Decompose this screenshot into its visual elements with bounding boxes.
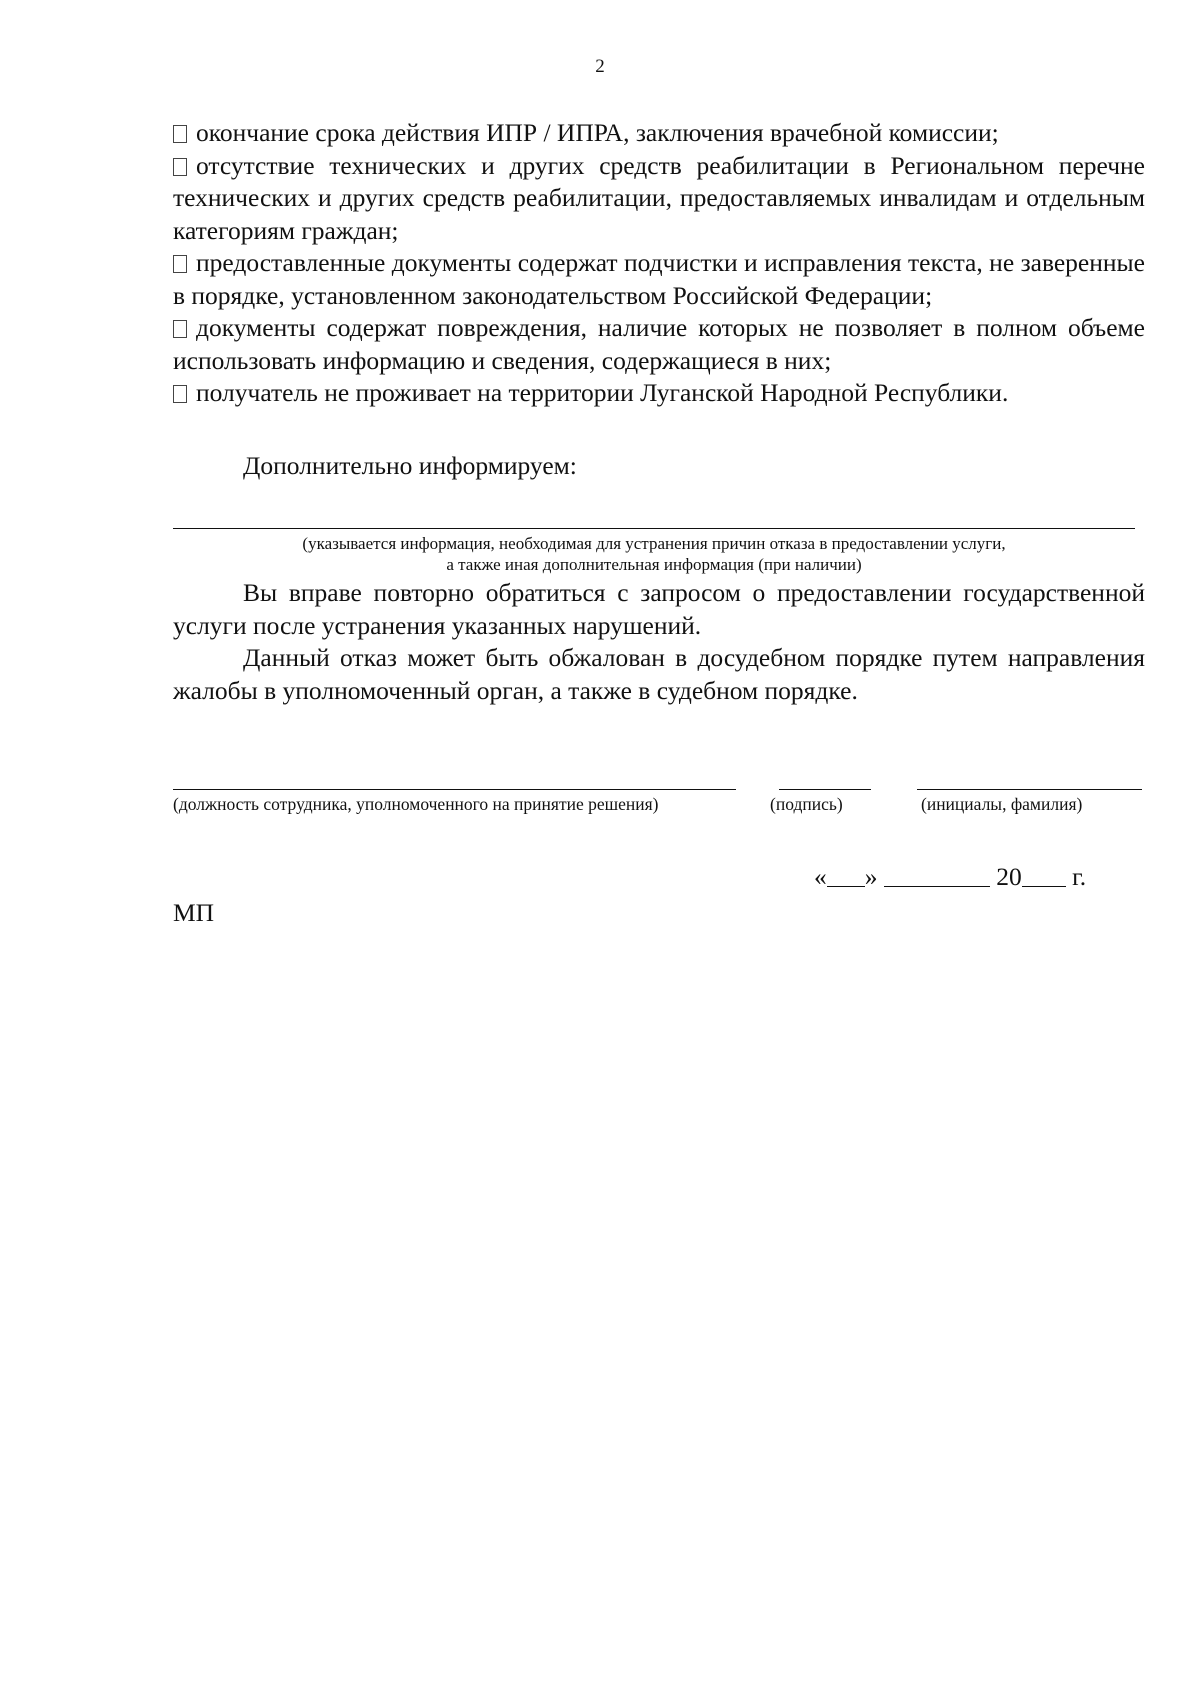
date-field [814, 862, 1086, 892]
checkbox-icon [173, 255, 187, 273]
signature-line [779, 789, 871, 790]
position-caption: (должность сотрудника, уполномоченного на принятие решения) [173, 794, 659, 814]
position-line [173, 789, 736, 790]
caption-line-2: а также иная дополнительная информация (при наличии) [446, 555, 862, 574]
document-body [173, 117, 1145, 707]
name-line [917, 789, 1142, 790]
year-prefix: 20 [996, 862, 1022, 891]
appeal-paragraph: Данный отказ может быть обжалован в досудебном порядке путем направления жалобы в уполномоченный орган, а также в судебном порядке. [173, 643, 1145, 705]
stamp-place-label: МП [173, 898, 215, 927]
checkbox-icon [173, 320, 187, 338]
refusal-ground-text: документы содержат повреждения, наличие которых не позволяет в полном объеме использовать информацию и сведения, содержащиеся в них; [173, 313, 1145, 375]
additional-info-heading: Дополнительно информируем: [243, 450, 577, 480]
reapply-paragraph: Вы вправе повторно обратиться с запросом о предоставлении государственной услуги после устранения указанных нарушений. [173, 578, 1145, 640]
refusal-ground-text: окончание срока действия ИПР / ИПРА, заключения врачебной комиссии; [196, 118, 999, 147]
refusal-ground-text: получатель не проживает на территории Луганской Народной Республики. [196, 378, 1009, 407]
refusal-ground-4 [173, 312, 1145, 377]
date-close-quote: » [864, 862, 878, 891]
refusal-ground-text: предоставленные документы содержат подчистки и исправления текста, не заверенные в порядке, установленном законодательством Российской Федерации; [173, 248, 1145, 310]
additional-info-line [173, 528, 1135, 529]
refusal-ground-1 [173, 117, 1145, 150]
checkbox-icon [173, 158, 187, 176]
additional-info-caption [173, 533, 1135, 575]
day-blank [827, 866, 865, 887]
caption-line-1: (указывается информация, необходимая для устранения причин отказа в предоставлении услуги, [302, 534, 1006, 553]
refusal-ground-5 [173, 377, 1145, 410]
year-blank [1022, 866, 1066, 887]
month-blank [884, 866, 990, 887]
refusal-ground-3 [173, 247, 1145, 312]
refusal-ground-text: отсутствие технических и других средств реабилитации в Региональном перечне технических и других средств реабилитации, предоставляемых инвалидам и отдельным категориям граждан; [173, 150, 1145, 245]
page-number: 2 [595, 56, 605, 77]
signature-caption: (подпись) [770, 794, 843, 814]
year-suffix: г. [1072, 862, 1087, 891]
name-caption: (инициалы, фамилия) [921, 794, 1083, 814]
date-open-quote: « [814, 862, 827, 891]
checkbox-icon [173, 385, 187, 403]
checkbox-icon [173, 125, 187, 143]
refusal-ground-2 [173, 150, 1145, 248]
signature-block [173, 765, 1145, 825]
